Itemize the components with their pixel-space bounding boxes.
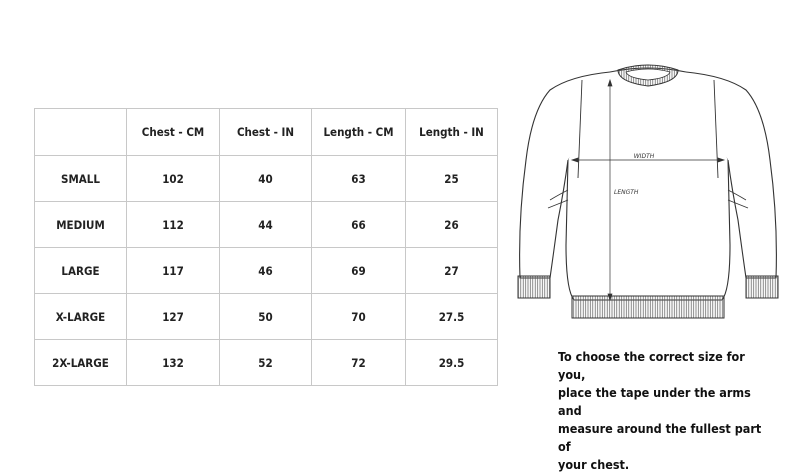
length-in-cell: 25: [406, 156, 498, 202]
chest-cm-cell: 117: [127, 248, 220, 294]
right-cuff-icon: [746, 276, 778, 298]
chest-cm-cell: 102: [127, 156, 220, 202]
length-in-cell: 29.5: [406, 340, 498, 386]
table-row: [35, 202, 498, 248]
length-cm-cell: 69: [312, 248, 406, 294]
instructions-line-4: your chest.: [558, 457, 630, 472]
chest-cm-cell: 127: [127, 294, 220, 340]
length-cm-cell: 66: [312, 202, 406, 248]
size-label: MEDIUM: [35, 202, 127, 248]
size-label: 2X-LARGE: [35, 340, 127, 386]
length-cm-cell: 63: [312, 156, 406, 202]
length-cm-cell: 72: [312, 340, 406, 386]
size-label: LARGE: [35, 248, 127, 294]
chest-in-cell: 50: [220, 294, 312, 340]
length-label: LENGTH: [614, 189, 639, 196]
length-cm-cell: 70: [312, 294, 406, 340]
size-label: X-LARGE: [35, 294, 127, 340]
width-label: WIDTH: [633, 153, 655, 160]
instructions-line-3: measure around the fullest part of: [558, 421, 762, 454]
chest-cm-cell: 132: [127, 340, 220, 386]
instructions-line-2: place the tape under the arms and: [558, 385, 751, 418]
table-row: [35, 248, 498, 294]
chest-in-cell: 46: [220, 248, 312, 294]
table-row: [35, 156, 498, 202]
instructions-line-1: To choose the correct size for you,: [558, 349, 745, 382]
chest-in-cell: 40: [220, 156, 312, 202]
length-in-cell: 27.5: [406, 294, 498, 340]
length-in-cell: 27: [406, 248, 498, 294]
chest-in-cell: 44: [220, 202, 312, 248]
chest-cm-cell: 112: [127, 202, 220, 248]
sweater-measurement-diagram: [510, 50, 790, 330]
measuring-instructions: [558, 348, 768, 474]
header-empty-cell: [35, 109, 127, 156]
size-chart-table: [34, 108, 498, 386]
hem-rib-icon: [572, 296, 724, 318]
table-row: [35, 340, 498, 386]
chest-in-cell: 52: [220, 340, 312, 386]
table-row: [35, 294, 498, 340]
header-length-in: Length - IN: [406, 109, 498, 156]
header-chest-cm: Chest - CM: [127, 109, 220, 156]
header-chest-in: Chest - IN: [220, 109, 312, 156]
sweater-outline-icon: [520, 68, 777, 300]
header-length-cm: Length - CM: [312, 109, 406, 156]
table-header-row: [35, 109, 498, 156]
size-label: SMALL: [35, 156, 127, 202]
length-in-cell: 26: [406, 202, 498, 248]
left-cuff-icon: [518, 276, 550, 298]
